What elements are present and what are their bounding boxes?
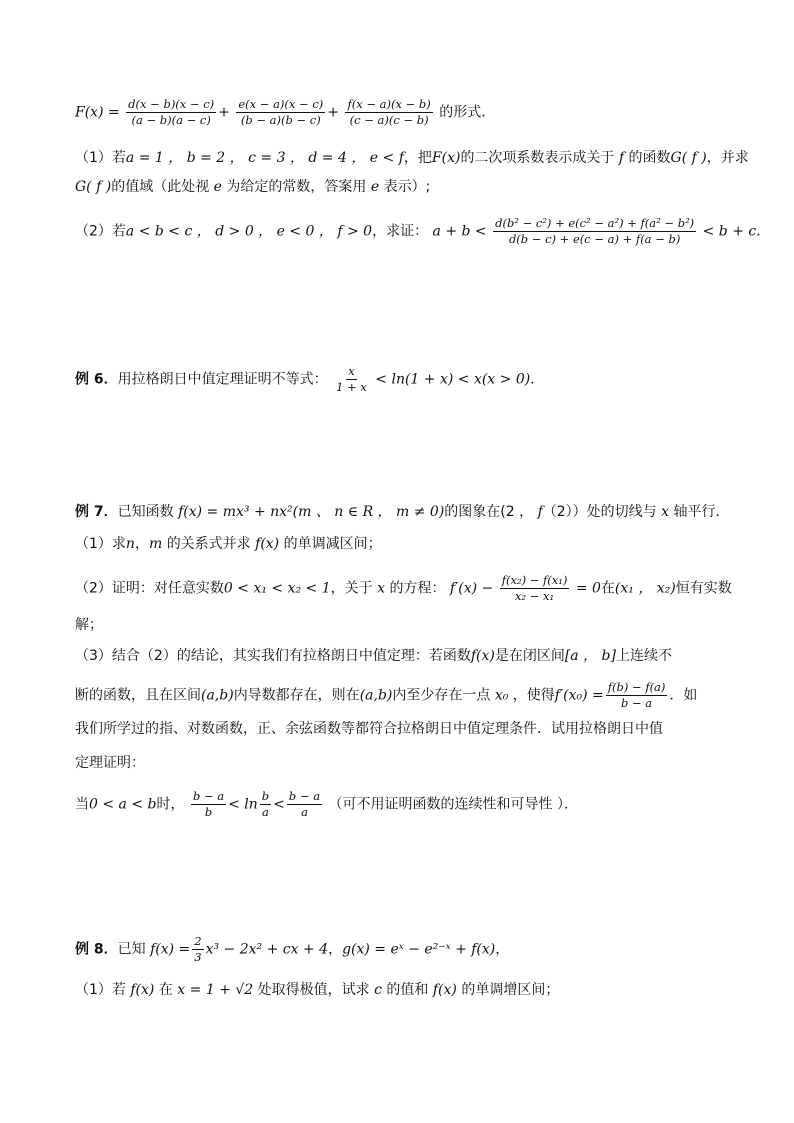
ba-over-b <box>191 789 226 820</box>
text: 定理证明： <box>75 755 145 771</box>
text: （1）求 <box>75 536 126 552</box>
math-condition: 0 < x₁ < x₂ < 1 <box>223 580 331 597</box>
example-7-q3-line-1 <box>75 645 672 667</box>
fraction-numerator: b <box>261 789 270 803</box>
text: （2））处的切线与 <box>542 504 657 520</box>
math-x: x <box>661 504 670 520</box>
math-Gf: G( f ) <box>75 179 112 195</box>
fraction-numerator: 2 <box>194 934 202 948</box>
fraction-denominator: (c − a)(c − b) <box>349 113 429 127</box>
text: 是在闭区间 <box>494 648 565 664</box>
b-over-a <box>260 789 271 820</box>
difference-quotient <box>500 573 570 604</box>
math-Gf: G( f ) <box>670 150 707 166</box>
math-equals: = 0 <box>575 580 601 597</box>
example-7-q2-cont <box>75 614 103 636</box>
example-label: 例 7． <box>75 504 118 520</box>
math-rhs: < b + c <box>702 223 757 240</box>
x-over-1-plus-x <box>334 364 369 395</box>
text: 的方程： <box>389 580 446 597</box>
example-7-q3-line-5 <box>75 789 578 820</box>
text: 的值和 <box>386 982 429 998</box>
text: ． <box>756 223 771 240</box>
text: （2）若 <box>75 223 126 240</box>
math-interval: [a ， b] <box>564 648 616 664</box>
math-interval: (x₁ ， x₂) <box>614 580 676 597</box>
math-lt: < <box>273 796 285 813</box>
text: 已知函数 <box>117 504 174 520</box>
text: 的图象在(2 ， <box>444 504 534 520</box>
text: 内至少存在一点 <box>392 687 491 704</box>
math-Fx: F(x) <box>431 150 461 166</box>
example-6 <box>75 364 544 395</box>
text: 内导数都存在，则在 <box>233 687 360 704</box>
fraction-denominator: 3 <box>194 950 202 964</box>
math-c: c <box>374 982 382 998</box>
q2-line <box>75 216 770 247</box>
text: 的函数 <box>628 150 671 166</box>
text: 用拉格朗日中值定理证明不等式： <box>117 371 328 388</box>
fraction-numerator: f(x − a)(x − b) <box>347 97 431 111</box>
text: 表示）; <box>383 179 431 195</box>
math-e: e <box>370 179 380 195</box>
math-n: n <box>125 536 135 552</box>
math-inequality: < ln(1 + x) < x(x > 0) <box>375 371 531 388</box>
two-thirds <box>192 934 203 965</box>
math-condition: 0 < a < b <box>89 796 157 813</box>
ba-over-a <box>287 789 322 820</box>
text: 的值域（此处视 <box>111 179 210 195</box>
q1-line-2 <box>75 176 430 198</box>
fraction-numerator: f(x₂) − f(x₁) <box>501 573 568 587</box>
q1-line-1 <box>75 147 749 169</box>
text: 轴平行． <box>673 504 730 520</box>
text: 我们所学过的指、对数函数，正、余弦函数等都符合拉格朗日中值定理条件．试用拉格朗日中值 <box>75 721 663 737</box>
text: 处取得极值，试求 <box>257 982 370 998</box>
math-gx: g(x) = eˣ − e²⁻ˣ + f(x) <box>342 941 496 958</box>
text: ，关于 <box>330 580 373 597</box>
example-label: 例 8． <box>75 941 118 958</box>
fraction-term-2 <box>236 97 325 128</box>
fx-definition-line: F(x) = $\frac{d(x - b)(x - c)}{(a - b)(a - c)}$ + $\frac{e(x - a)(x - c)}{(b - a)(b - c)}$ + $\frac{f(x - a)(x - b)}{(c - a)(c - b)}$ 的形式． <box>75 97 496 127</box>
text: （1）若 <box>75 982 126 998</box>
fraction-denominator: b − a <box>621 696 653 710</box>
text: 在 <box>600 580 615 597</box>
inequality-fraction <box>493 216 696 247</box>
math-x: x <box>377 580 386 597</box>
text: 为给定的常数，答案用 <box>226 179 367 195</box>
fraction-denominator: a <box>301 805 308 819</box>
fraction-denominator: x₂ − x₁ <box>514 589 555 603</box>
text: 在 <box>158 982 173 998</box>
math-function: f(x) = mx³ + nx²(m 、 n ∈ R ， m ≠ 0) <box>178 504 445 520</box>
math-fx: f(x) <box>432 982 457 998</box>
fraction-term-1 <box>126 97 216 128</box>
math-derivative: f′(x) − <box>449 580 494 597</box>
text: 断的函数，且在区间 <box>75 687 201 704</box>
text: 解； <box>75 617 103 633</box>
fraction-term-3 <box>345 97 432 128</box>
math-condition: a < b < c ， d > 0 ， e < 0 ， f > 0 <box>125 223 373 240</box>
fraction-numerator: x <box>348 364 355 378</box>
fraction-numerator: b − a <box>192 789 225 803</box>
text: （可不用证明函数的连续性和可导性 ）． <box>328 796 578 813</box>
text: （1）若 <box>75 150 126 166</box>
example-8-q1 <box>75 979 559 1001</box>
text: 的二次项系数表示成关于 <box>460 150 615 166</box>
fraction-numerator: e(x − a)(x − c) <box>238 97 324 111</box>
text: （2）证明：对任意实数 <box>75 580 224 597</box>
fx-tail: 的形式． <box>439 104 496 121</box>
fraction-numerator: b − a <box>288 789 321 803</box>
example-7-q3-line-4 <box>75 752 145 774</box>
math-interval: (a,b) <box>359 687 393 704</box>
example-8-line-1 <box>75 934 509 965</box>
math-f: f <box>618 150 625 166</box>
math-fx: f(x) <box>470 648 495 664</box>
math-fx: f(x) = <box>150 941 191 958</box>
example-7-line-1 <box>75 501 730 523</box>
math-x-value: x = 1 + √2 <box>177 982 254 998</box>
fraction-numerator: f(b) − f(a) <box>607 680 666 694</box>
text: （3）结合（2）的结论，其实我们有拉格朗日中值定理：若函数 <box>75 648 471 664</box>
fraction-denominator: 1 + x <box>336 380 367 394</box>
mean-value-fraction <box>606 680 668 711</box>
math-f: f <box>537 504 543 520</box>
math-m: m <box>148 536 163 552</box>
text: ，求证： <box>372 223 429 240</box>
example-7-q1 <box>75 533 382 555</box>
math-condition: a = 1 ， b = 2 ， c = 3 ， d = 4 ， e < f <box>125 150 404 166</box>
fx-lhs: F(x) = <box>75 104 120 121</box>
math-x0: x₀ <box>494 687 509 704</box>
text: 的单调增区间； <box>461 982 560 998</box>
example-7-q3-line-2 <box>75 680 697 711</box>
text: ， <box>134 536 149 552</box>
text: ． <box>530 371 545 388</box>
example-7-q2 <box>75 573 732 604</box>
example-7-q3-line-3 <box>75 718 663 740</box>
fraction-denominator: (b − a)(b − c) <box>240 113 321 127</box>
math-ln: < ln <box>228 796 258 813</box>
math-derivative: f′(x₀) = <box>554 687 604 704</box>
text: ， <box>328 941 343 958</box>
fraction-numerator: d(b² − c²) + e(c² − a²) + f(a² − b²) <box>495 216 695 230</box>
fraction-denominator: (a − b)(a − c) <box>131 113 211 127</box>
fraction-denominator: b <box>204 805 213 819</box>
fraction-denominator: d(b − c) + e(c − a) + f(a − b) <box>508 232 681 246</box>
text: ，并求 <box>706 150 749 166</box>
math-lhs: a + b < <box>432 223 487 240</box>
text: 上连续不 <box>615 648 672 664</box>
math-fx: f(x) <box>130 982 155 998</box>
text: 当 <box>75 796 89 813</box>
example-label: 例 6． <box>75 371 118 388</box>
math-fx: f(x) <box>255 536 280 552</box>
fraction-numerator: d(x − b)(x − c) <box>128 97 215 111</box>
math-polynomial: x³ − 2x² + cx + 4 <box>205 941 329 958</box>
text: ， <box>495 941 510 958</box>
text: ，使得 <box>512 687 555 704</box>
text: 已知 <box>117 941 146 958</box>
text: 的关系式并求 <box>166 536 251 552</box>
text: ．如 <box>669 687 698 704</box>
text: 的单调减区间； <box>283 536 382 552</box>
text: 时， <box>156 796 185 813</box>
math-e: e <box>213 179 222 195</box>
text: ，把 <box>403 150 432 166</box>
text: 恒有实数 <box>675 580 732 597</box>
math-interval: (a,b) <box>201 687 234 704</box>
fraction-denominator: a <box>262 805 269 819</box>
